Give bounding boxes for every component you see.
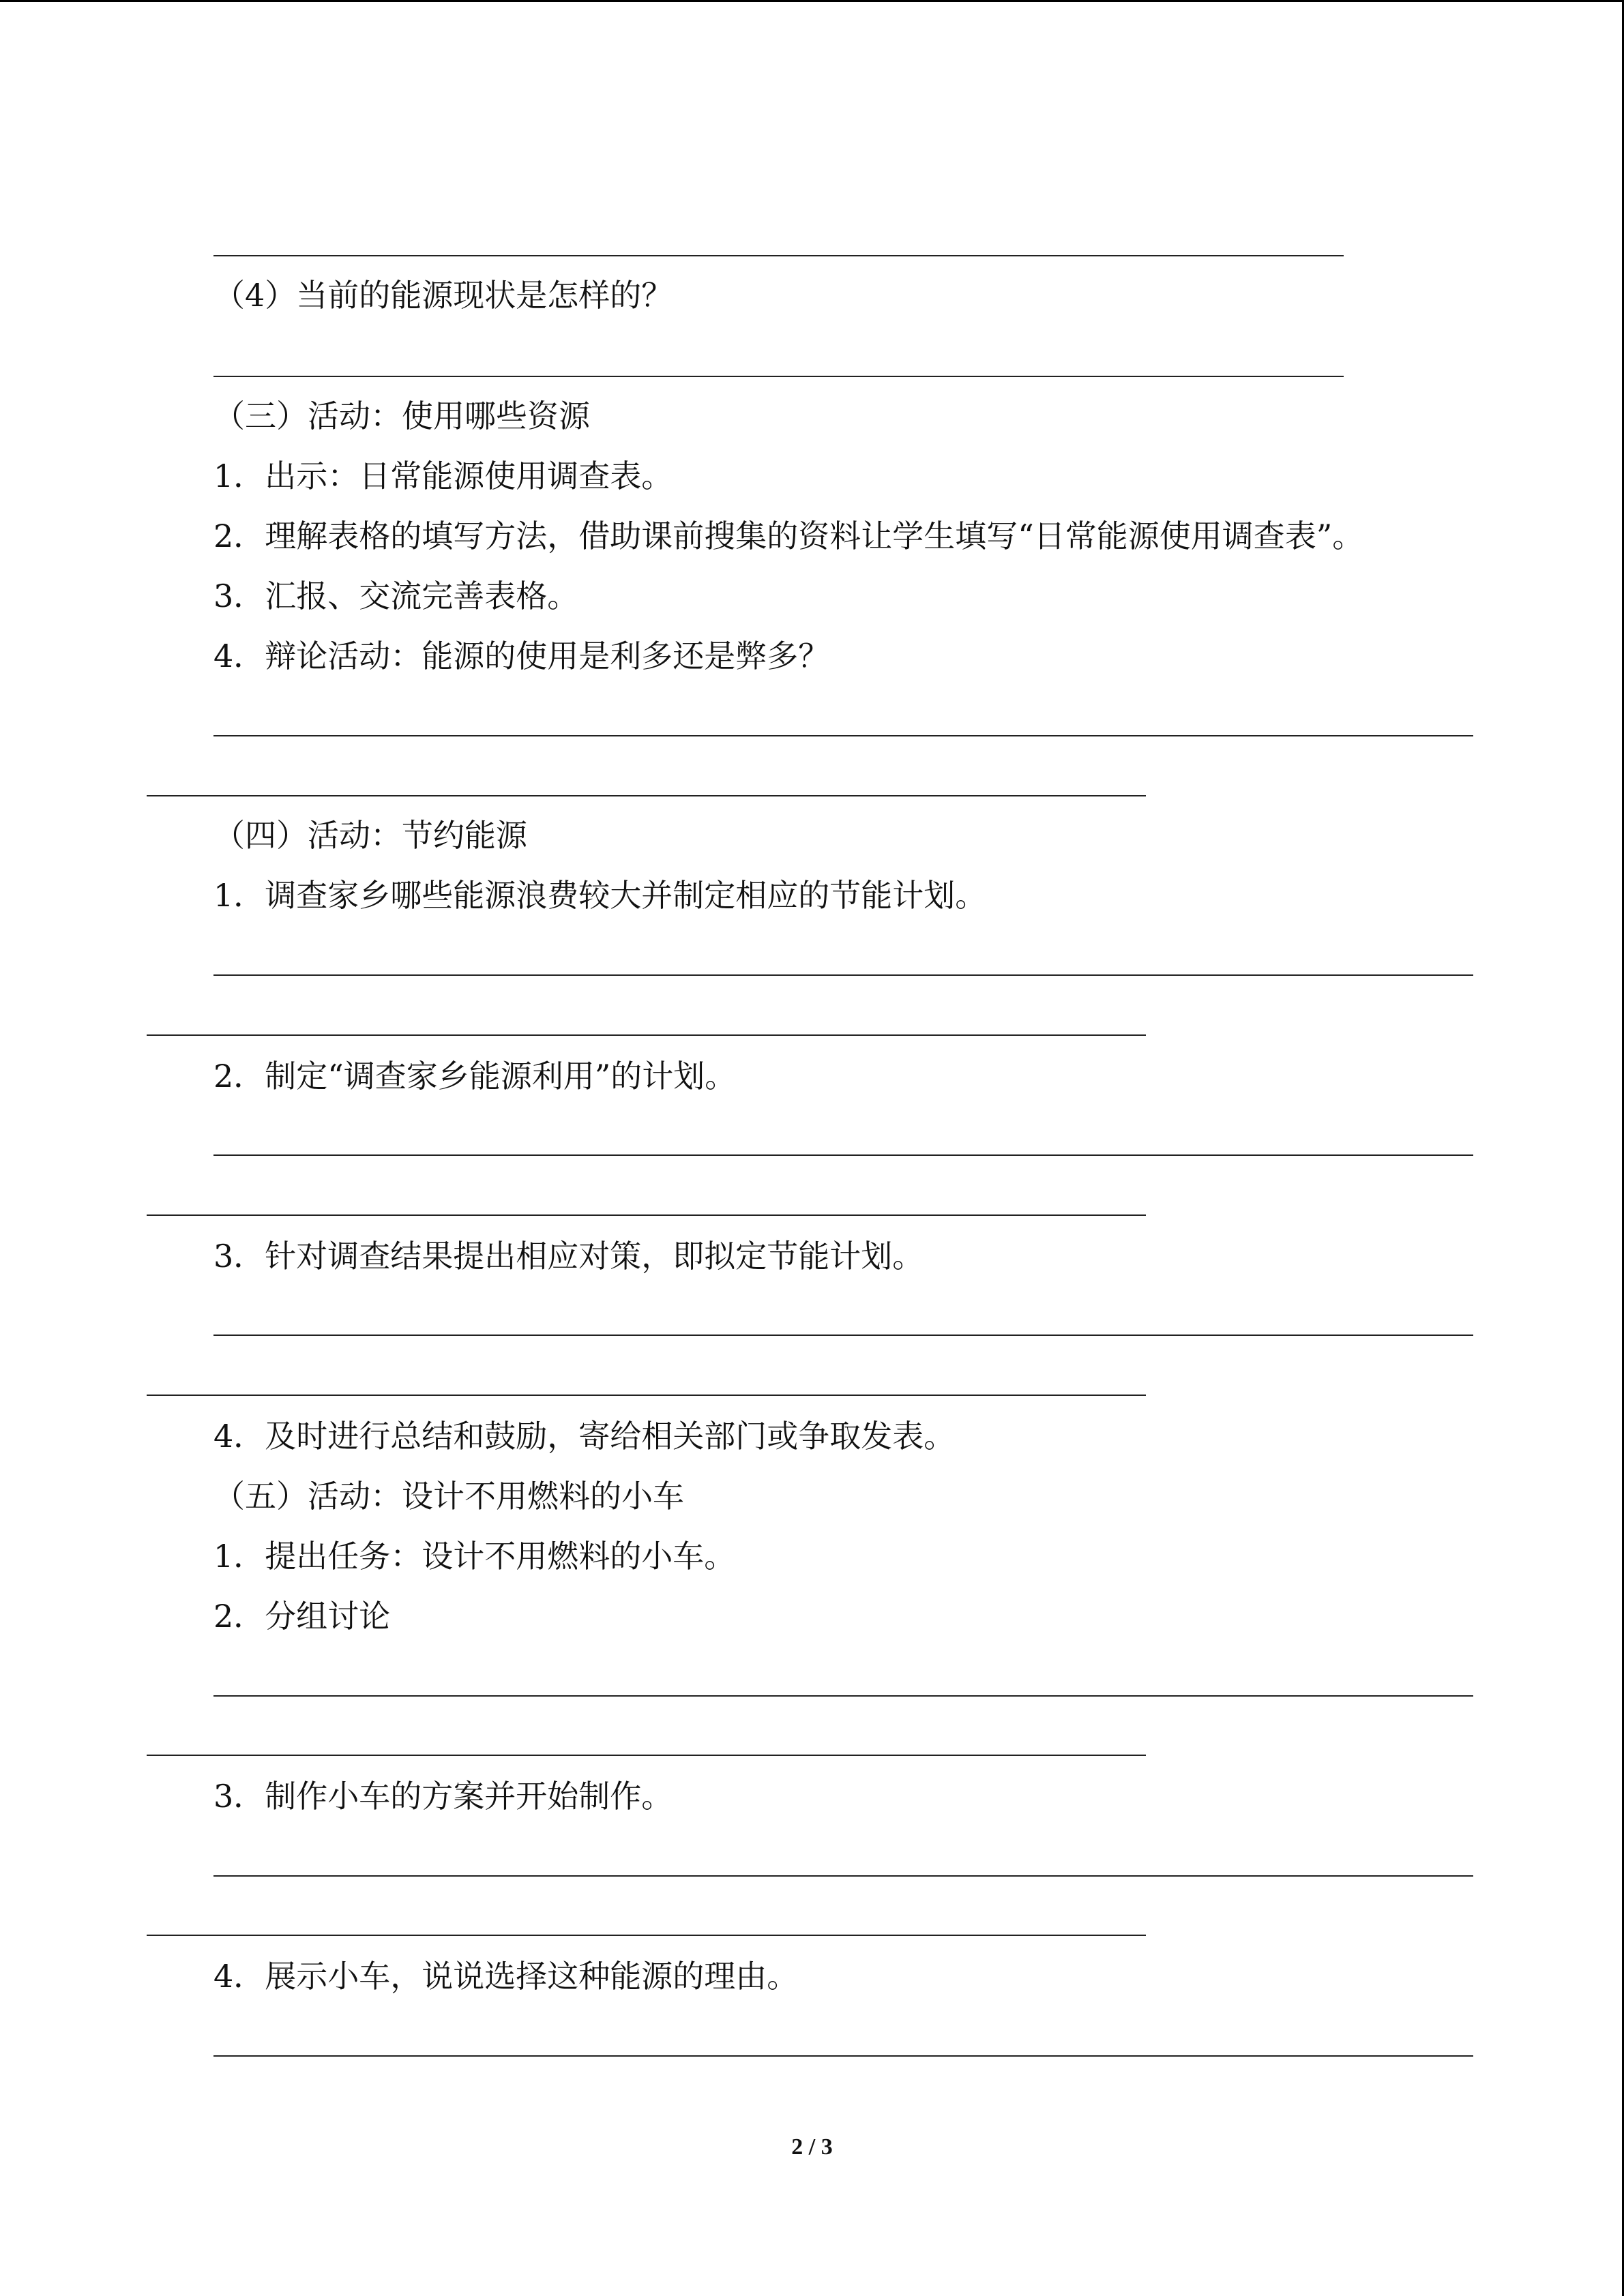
section-5-heading: （五）活动：设计不用燃料的小车 bbox=[213, 1478, 684, 1515]
section-5-item-2: 2．分组讨论 bbox=[213, 1598, 391, 1635]
section-3-item-4: 4．辩论活动：能源的使用是利多还是弊多？ bbox=[213, 638, 830, 674]
section-3-item-1: 1．出示：日常能源使用调查表。 bbox=[213, 458, 673, 494]
section-4-item-1: 1．调查家乡哪些能源浪费较大并制定相应的节能计划。 bbox=[213, 877, 987, 914]
answer-line bbox=[213, 255, 1344, 256]
section-4-item-2: 2．制定“调查家乡能源利用”的计划。 bbox=[213, 1058, 737, 1094]
answer-line bbox=[213, 1875, 1473, 1877]
answer-line bbox=[147, 1034, 1146, 1036]
page-number: 2 / 3 bbox=[791, 2134, 833, 2160]
answer-line bbox=[213, 735, 1473, 736]
section-5-item-1: 1．提出任务：设计不用燃料的小车。 bbox=[213, 1538, 736, 1575]
answer-line bbox=[213, 376, 1344, 377]
answer-line bbox=[213, 1335, 1473, 1336]
section-3-item-2: 2．理解表格的填写方法，借助课前搜集的资料让学生填写“日常能源使用调查表”。 bbox=[213, 518, 1364, 554]
answer-line bbox=[213, 1154, 1473, 1156]
answer-line bbox=[147, 1755, 1146, 1756]
answer-line bbox=[147, 1214, 1146, 1216]
section-4-item-3: 3．针对调查结果提出相应对策，即拟定节能计划。 bbox=[213, 1238, 924, 1274]
section-3-heading: （三）活动：使用哪些资源 bbox=[213, 398, 590, 434]
section-3-item-3: 3．汇报、交流完善表格。 bbox=[213, 578, 579, 614]
answer-line bbox=[147, 1935, 1146, 1936]
answer-line bbox=[213, 1695, 1473, 1697]
section-4-heading: （四）活动：节约能源 bbox=[213, 817, 527, 854]
section-4-item-4: 4．及时进行总结和鼓励，寄给相关部门或争取发表。 bbox=[213, 1418, 956, 1455]
section-5-item-4: 4．展示小车，说说选择这种能源的理由。 bbox=[213, 1958, 799, 1995]
answer-line bbox=[147, 1395, 1146, 1396]
answer-line bbox=[213, 974, 1473, 976]
answer-line bbox=[213, 2055, 1473, 2057]
question-4: （4）当前的能源现状是怎样的？ bbox=[213, 277, 673, 314]
page-border-top bbox=[0, 0, 1624, 2]
section-5-item-3: 3．制作小车的方案并开始制作。 bbox=[213, 1778, 673, 1815]
answer-line bbox=[147, 795, 1146, 796]
